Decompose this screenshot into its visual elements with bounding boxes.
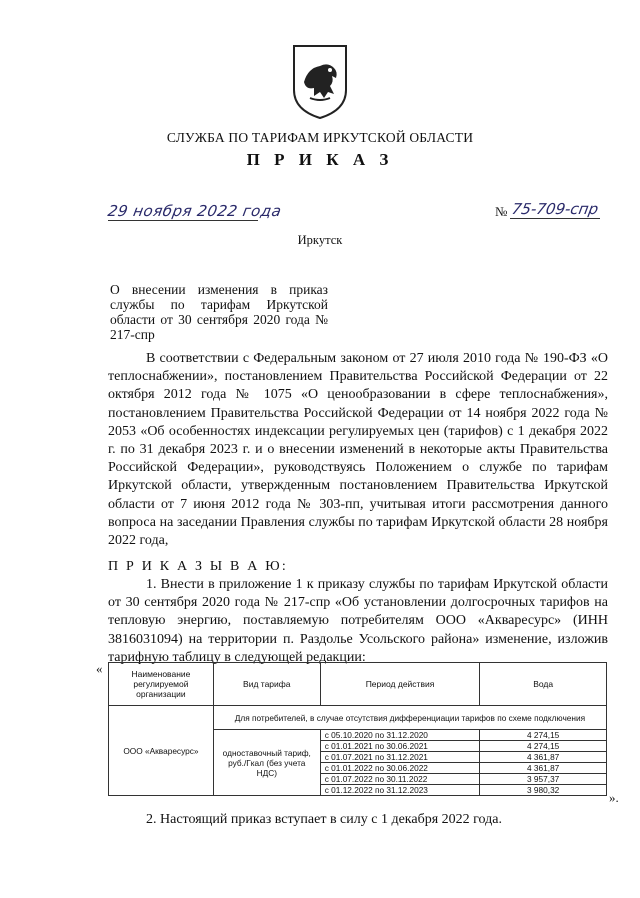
- tariff-table: [108, 662, 607, 796]
- subheader-cell: Для потребителей, в случае отсутствия дифференциации тарифов по схеме подключения: [213, 706, 606, 730]
- table-header-row: [109, 663, 607, 706]
- handwritten-date: 29 ноября 2022 года: [106, 202, 284, 220]
- org-name-cell: ООО «Акваресурс»: [109, 706, 214, 796]
- coat-of-arms-emblem: [290, 42, 350, 120]
- value-cell: 4 361,87: [480, 752, 607, 763]
- item-2-paragraph: 2. Настоящий приказ вступает в силу с 1 декабря 2022 года.: [146, 812, 502, 827]
- header-org: Наименование регулируемой организации: [109, 663, 214, 706]
- header-period: Период действия: [320, 663, 480, 706]
- prikazyvayu-heading: П Р И К А З Ы В А Ю:: [108, 559, 288, 574]
- order-subject: О внесении изменения в приказ службы по тарифам Иркутской области от 30 сентября 2020 года № 217-спр: [110, 282, 328, 342]
- handwritten-number: 75-709-спр: [510, 200, 600, 218]
- value-cell: 3 957,37: [480, 774, 607, 785]
- tariff-desc-cell: одноставочный тариф, руб./Гкал (без учета НДС): [213, 730, 320, 796]
- header-tariff-type: Вид тарифа: [213, 663, 320, 706]
- item-1-paragraph: 1. Внести в приложение 1 к приказу службы по тарифам Иркутской области от 30 сентября 2020 года № 217-спр «Об установлении долгосрочных тарифов на тепловую энергию, поставляемую потребителям ООО «Акваресурс» (ИНН 3816031094) на территории п. Раздолье Усольского района» изменение, изложив тарифную таблицу в следующей редакции:: [108, 577, 608, 665]
- period-cell: с 01.12.2022 по 31.12.2023: [320, 785, 480, 796]
- quote-close: ».: [609, 790, 619, 805]
- period-cell: с 05.10.2020 по 31.12.2020: [320, 730, 480, 741]
- value-cell: 4 361,87: [480, 763, 607, 774]
- value-cell: 4 274,15: [480, 741, 607, 752]
- period-cell: с 01.07.2022 по 30.11.2022: [320, 774, 480, 785]
- document-title: П Р И К А З: [246, 150, 394, 169]
- table-subheader-row: [109, 706, 607, 730]
- number-label: №: [495, 204, 508, 219]
- value-cell: 4 274,15: [480, 730, 607, 741]
- period-cell: с 01.01.2021 по 30.06.2021: [320, 741, 480, 752]
- period-cell: с 01.01.2022 по 30.06.2022: [320, 763, 480, 774]
- period-cell: с 01.07.2021 по 31.12.2021: [320, 752, 480, 763]
- preamble-paragraph: В соответствии с Федеральным законом от 27 июля 2010 года № 190-ФЗ «О теплоснабжении», постановлением Правительства Российской Федерации от 22 октября 2012 года № 1075 «О ценообразовании в сфере теплоснабжения», постановлением Правительства Российской Федерации от 14 ноября 2022 года № 2053 «Об особенностях индексации регулируемых цен (тарифов) с 1 декабря 2022 г. по 31 декабря 2023 г. и о внесении изменений в некоторые акты Правительства Российской Федерации», руководствуясь Положением о службе по тарифам Иркутской области, утвержденным постановлением Правительства Иркутской области от 7 июня 2012 года № 303-пп, учитывая итоги рассмотрения данного вопроса на заседании Правления службы по тарифам Иркутской области 28 ноября 2022 года,: [108, 351, 608, 549]
- number-underline: [510, 218, 600, 219]
- date-underline: [108, 220, 258, 221]
- header-value: Вода: [480, 663, 607, 706]
- city-name: Иркутск: [297, 233, 343, 247]
- value-cell: 3 980,32: [480, 785, 607, 796]
- agency-name: СЛУЖБА ПО ТАРИФАМ ИРКУТСКОЙ ОБЛАСТИ: [166, 130, 474, 145]
- quote-open: «: [96, 661, 103, 676]
